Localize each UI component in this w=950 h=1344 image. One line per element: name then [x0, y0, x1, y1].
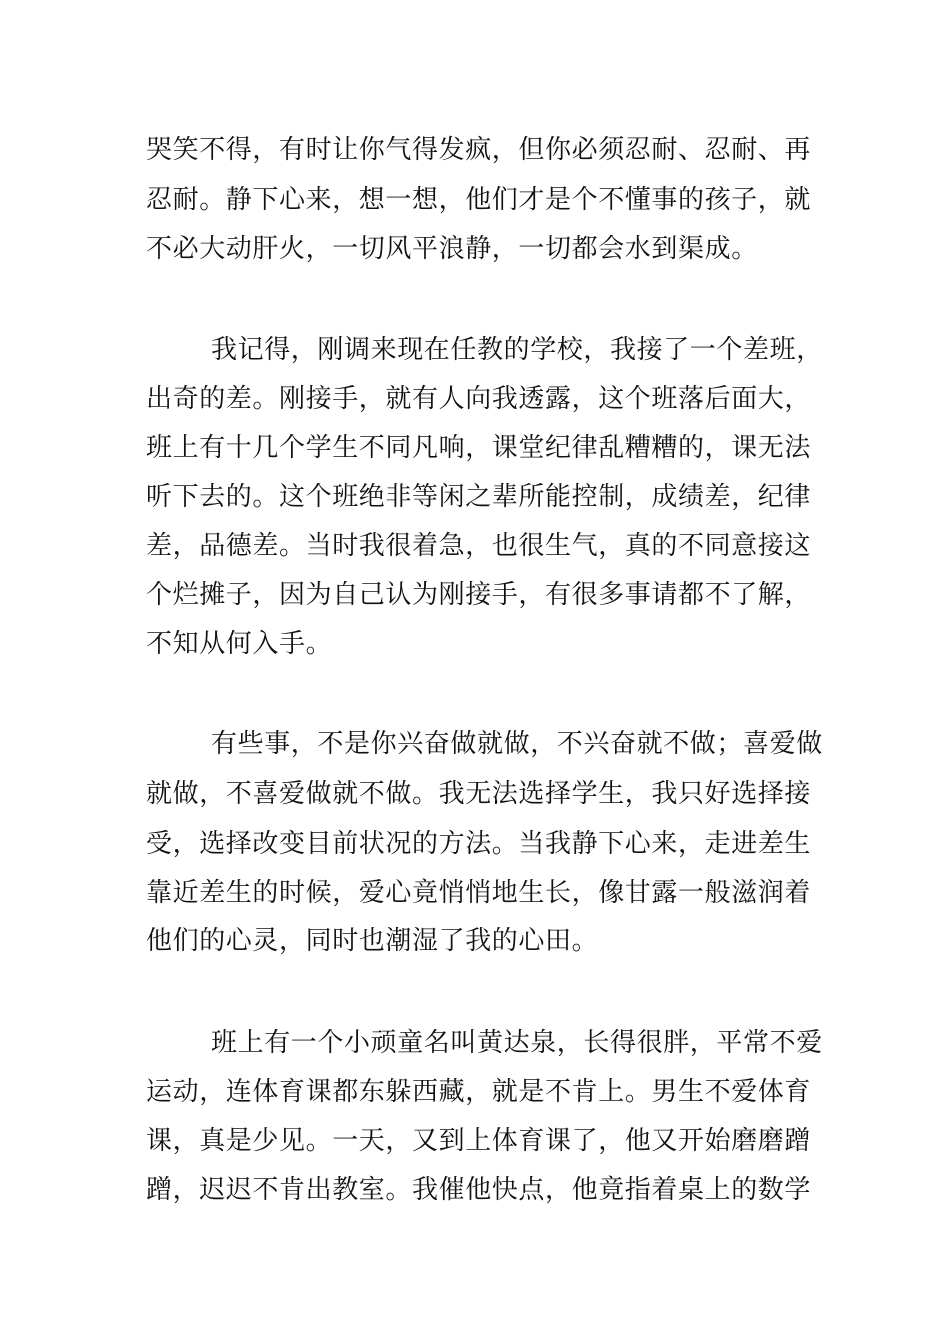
paragraph-2-line-6: 个烂摊子，因为自己认为刚接手，有很多事请都不了解，	[146, 580, 812, 610]
paragraph-1-line-2: 忍耐。静下心来，想一想，他们才是个不懂事的孩子，就	[146, 185, 812, 215]
paragraph-4-line-1: 班上有一个小顽童名叫黄达泉，长得很胖，平常不爱	[211, 1028, 823, 1058]
paragraph-2-line-4: 听下去的。这个班绝非等闲之辈所能控制，成绩差，纪律	[146, 482, 812, 512]
paragraph-3-line-1: 有些事，不是你兴奋做就做，不兴奋就不做；喜爱做	[211, 729, 823, 759]
paragraph-1-line-3: 不必大动肝火，一切风平浪静，一切都会水到渠成。	[146, 234, 758, 264]
paragraph-2-line-1: 我记得，刚调来现在任教的学校，我接了一个差班，	[211, 335, 823, 365]
paragraph-4-line-4: 蹭，迟迟不肯出教室。我催他快点，他竟指着桌上的数学	[146, 1175, 812, 1205]
paragraph-2-line-5: 差，品德差。当时我很着急，也很生气，真的不同意接这	[146, 531, 812, 561]
paragraph-3-line-2: 就做，不喜爱做就不做。我无法选择学生，我只好选择接	[146, 779, 812, 809]
paragraph-4-line-2: 运动，连体育课都东躲西藏，就是不肯上。男生不爱体育	[146, 1077, 812, 1107]
paragraph-2-line-3: 班上有十几个学生不同凡响，课堂纪律乱糟糟的，课无法	[146, 433, 812, 463]
paragraph-3-line-5: 他们的心灵，同时也潮湿了我的心田。	[146, 926, 599, 956]
paragraph-2-line-2: 出奇的差。刚接手，就有人向我透露，这个班落后面大，	[146, 384, 812, 414]
paragraph-1-line-1: 哭笑不得，有时让你气得发疯，但你必须忍耐、忍耐、再	[146, 135, 812, 165]
paragraph-3-line-3: 受，选择改变目前状况的方法。当我静下心来，走进差生	[146, 829, 812, 859]
paragraph-3-line-4: 靠近差生的时候，爱心竟悄悄地生长，像甘露一般滋润着	[146, 878, 812, 908]
paragraph-2-line-7: 不知从何入手。	[146, 629, 333, 659]
paragraph-4-line-3: 课，真是少见。一天，又到上体育课了，他又开始磨磨蹭	[146, 1126, 812, 1156]
